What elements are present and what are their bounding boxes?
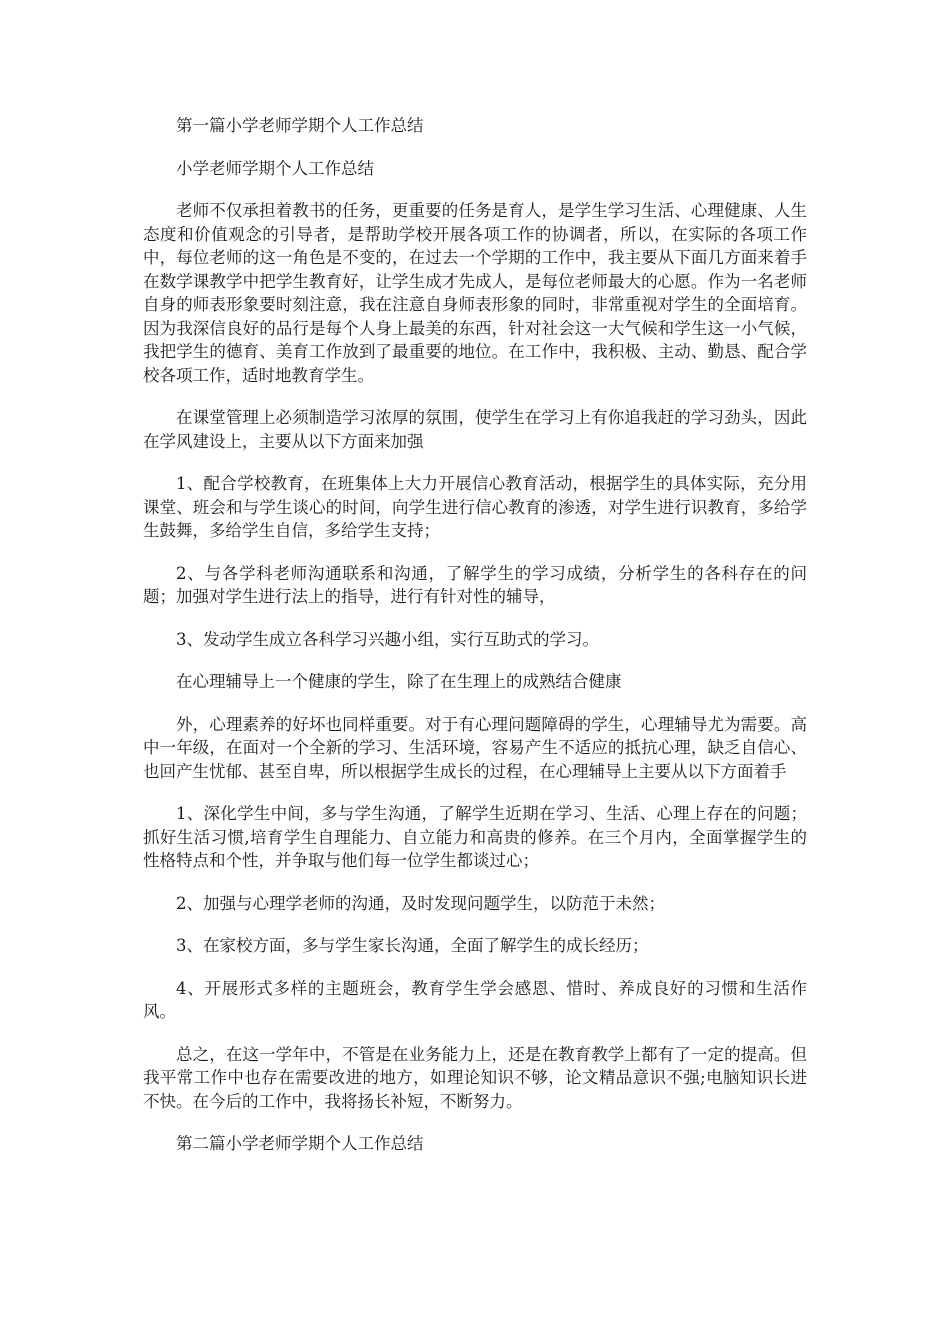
paragraph-item-2: 2、与各学科老师沟通联系和沟通，了解学生的学习成绩，分析学生的各科存在的问题；加强对学生进行法上的指导，进行有针对性的辅导， xyxy=(143,563,807,606)
second-section-title: 第二篇小学老师学期个人工作总结 xyxy=(176,1134,424,1153)
paragraph-classroom: 在课堂管理上必须制造学习浓厚的氛围，使学生在学习上有你追我赶的学习劲头，因此在学风建设上，主要从以下方面来加强 xyxy=(143,408,807,451)
section-subtitle: 小学老师学期个人工作总结 xyxy=(176,158,374,178)
paragraph-psychology-lead: 在心理辅导上一个健康的学生，除了在生理上的成熟结合健康 xyxy=(176,672,622,691)
paragraph-item-1: 1、配合学校教育，在班集体上大力开展信心教育活动，根据学生的具体实际，充分用课堂、班会和与学生谈心的时间，向学生进行信心教育的渗透，对学生进行识教育，多给学生鼓舞，多给学生自信，多给学生支持； xyxy=(143,474,807,540)
paragraph-psych-item-1: 1、深化学生中间，多与学生沟通，了解学生近期在学习、生活、心理上存在的问题；抓好生活习惯,培育学生自理能力、自立能力和高贵的修养。在三个月内，全面掌握学生的性格特点和个性，并争取与他们每一位学生都谈过心； xyxy=(143,804,807,870)
paragraph-intro: 老师不仅承担着教书的任务，更重要的任务是育人，是学生学习生活、心理健康、人生态度和价值观念的引导者，是帮助学校开展各项工作的协调者，所以，在实际的各项工作中，每位老师的这一角色是不变的，在过去一个学期的工作中，我主要从下面几方面来着手在数学课教学中把学生教育好，让学生成才先成人，是每位老师最大的心愿。作为一名老师自身的师表形象要时刻注意，我在注意自身师表形象的同时，非常重视对学生的全面培育。因为我深信良好的品行是每个人身上最美的东西，针对社会这一大气候和学生这一小气候，我把学生的德育、美育工作放到了最重要的地位。在工作中，我积极、主动、勤恳、配合学校各项工作，适时地教育学生。 xyxy=(143,201,807,385)
paragraph-item-3: 3、发动学生成立各科学习兴趣小组，实行互助式的学习。 xyxy=(176,629,599,649)
paragraph-psychology: 外，心理素养的好坏也同样重要。对于有心理问题障碍的学生，心理辅导尤为需要。高中一年级，在面对一个全新的学习、生活环境，容易产生不适应的抵抗心理，缺乏自信心、也回产生忧郁、甚至自卑，所以根据学生成长的过程，在心理辅导上主要从以下方面着手 xyxy=(143,714,807,781)
paragraph-conclusion: 总之，在这一学年中，不管是在业务能力上，还是在教育教学上都有了一定的提高。但我平常工作中也存在需要改进的地方，如理论知识不够，论文精品意识不强;电脑知识长进不快。在今后的工作中，我将扬长补短，不断努力。 xyxy=(143,1044,807,1111)
document-title: 第一篇小学老师学期个人工作总结 xyxy=(176,116,424,135)
paragraph-psych-item-4: 4、开展形式多样的主题班会，教育学生学会感恩、惜时、养成良好的习惯和生活作风。 xyxy=(143,978,807,1021)
paragraph-psych-item-3: 3、在家校方面，多与学生家长沟通，全面了解学生的成长经历； xyxy=(176,936,649,955)
paragraph-psych-item-2: 2、加强与心理学老师的沟通，及时发现问题学生，以防范于未然； xyxy=(176,893,665,913)
